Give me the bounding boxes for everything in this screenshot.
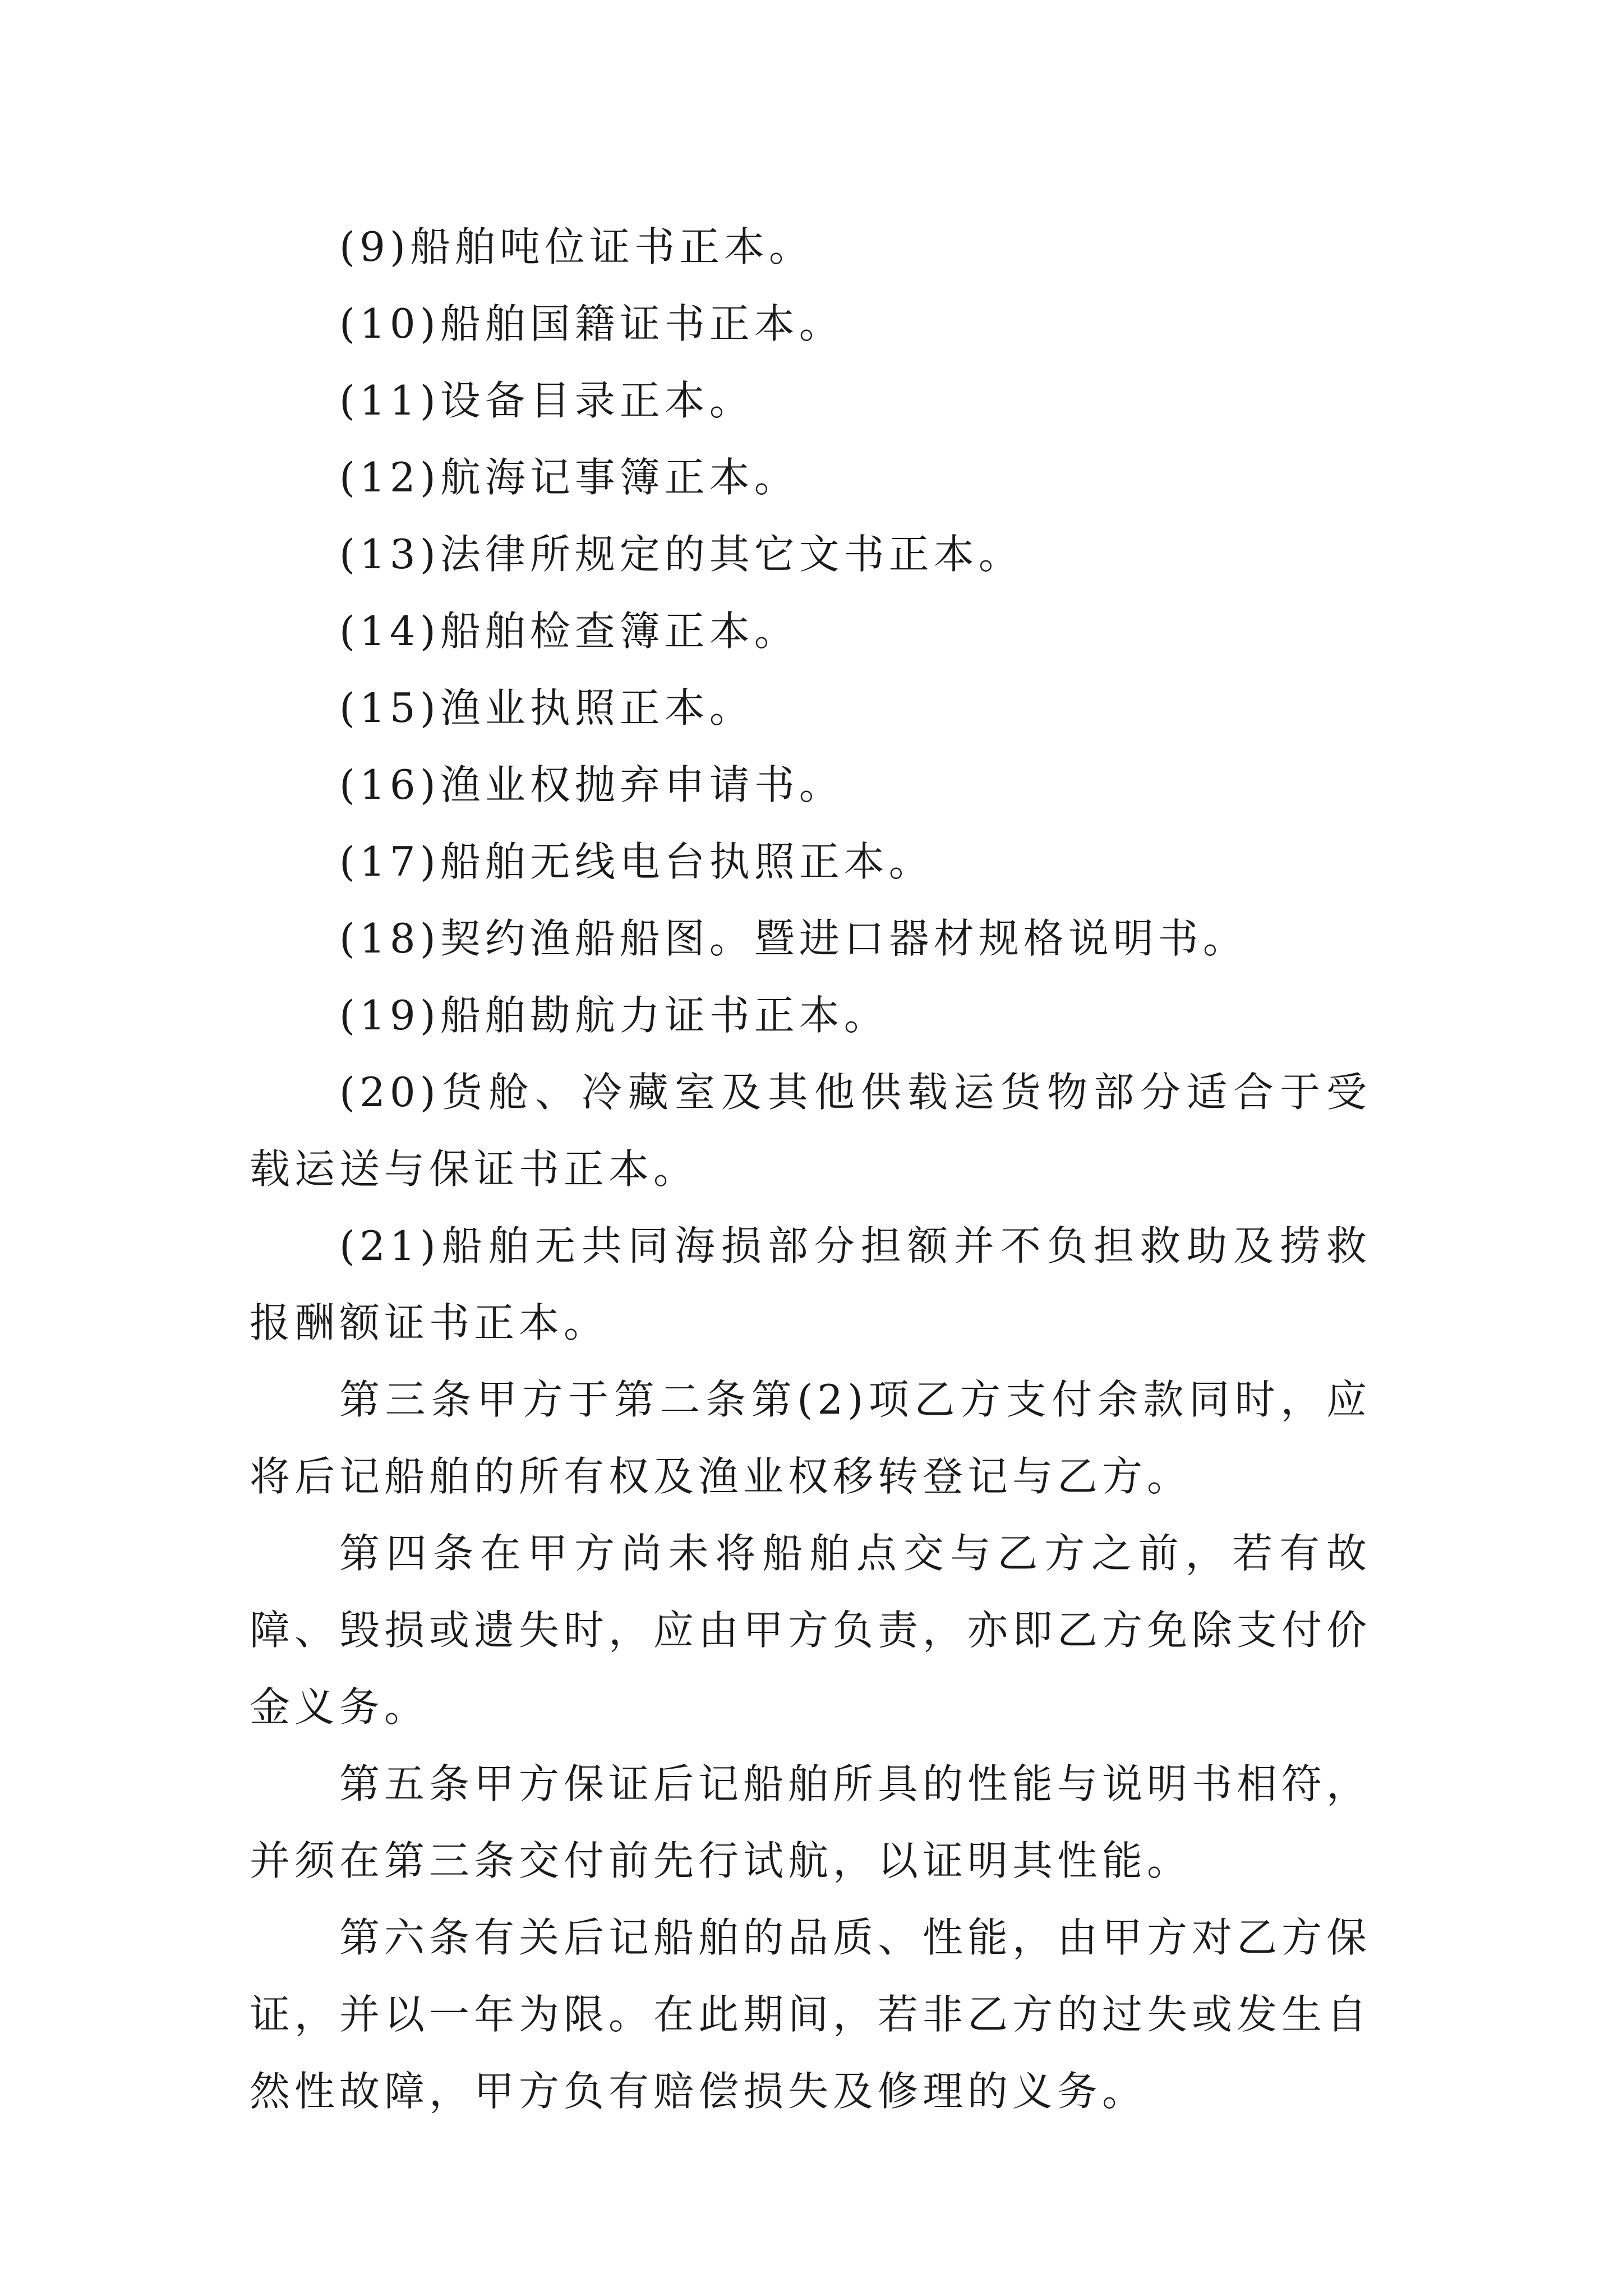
paragraph-item-9: (9)船舶吨位证书正本。	[339, 223, 814, 270]
paragraph-article-5: 第五条甲方保证后记船舶所具的性能与说明书相符，并须在第三条交付前先行试航，以证明其性能。	[250, 1760, 1372, 1884]
paragraph-item-19: (19)船舶勘航力证书正本。	[339, 992, 889, 1039]
paragraph-item-18: (18)契约渔船船图。暨进口器材规格说明书。	[339, 915, 1248, 962]
paragraph-item-12: (12)航海记事簿正本。	[339, 454, 799, 501]
paragraph-item-16: (16)渔业权抛弃申请书。	[339, 761, 844, 808]
paragraph-article-3: 第三条甲方于第二条第(2)项乙方支付余款同时，应将后记船舶的所有权及渔业权移转登记与乙方。	[250, 1376, 1371, 1500]
paragraph-item-10: (10)船舶国籍证书正本。	[339, 300, 844, 347]
paragraph-item-20: (20)货舱、冷藏室及其他供载运货物部分适合于受载运送与保证书正本。	[250, 1069, 1371, 1193]
paragraph-item-14: (14)船舶检查簿正本。	[339, 608, 799, 655]
paragraph-item-15: (15)渔业执照正本。	[339, 684, 754, 731]
paragraph-article-6: 第六条有关后记船舶的品质、性能，由甲方对乙方保证，并以一年为限。在此期间，若非乙方的过失或发生自然性故障，甲方负有赔偿损失及修理的义务。	[250, 1914, 1372, 2115]
document-body	[250, 209, 1371, 2130]
paragraph-item-17: (17)船舶无线电台执照正本。	[339, 838, 934, 885]
paragraph-item-13: (13)法律所规定的其它文书正本。	[339, 531, 1023, 578]
paragraph-item-21: (21)船舶无共同海损部分担额并不负担救助及捞救报酬额证书正本。	[250, 1222, 1371, 1346]
paragraph-item-11: (11)设备目录正本。	[339, 377, 754, 424]
paragraph-article-4: 第四条在甲方尚未将船舶点交与乙方之前，若有故障、毁损或遗失时，应由甲方负责，亦即乙方免除支付价金义务。	[250, 1530, 1372, 1731]
